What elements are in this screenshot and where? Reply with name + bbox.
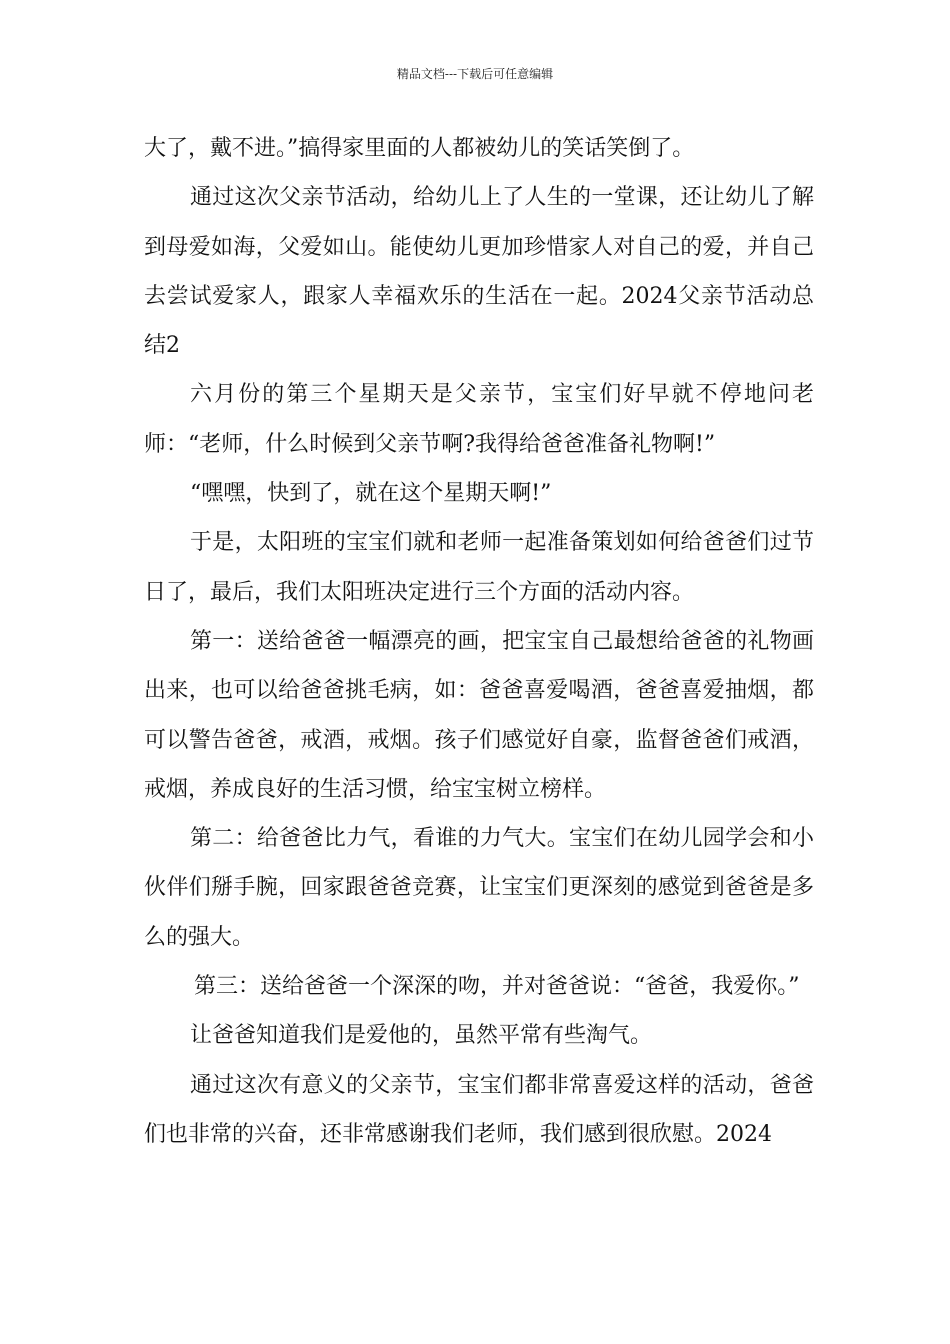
paragraph-teacher-reply: “嘿嘿，快到了，就在这个星期天啊!”: [190, 481, 552, 507]
paragraph-planning: 于是，太阳班的宝宝们就和老师一起准备策划如何给爸爸们过节日了，最后，我们太阳班决定进行三个方面的活动内容。: [144, 530, 814, 605]
page-header: 精品文档---下载后可任意编辑: [396, 67, 554, 81]
paragraph-intro: 六月份的第三个星期天是父亲节，宝宝们好早就不停地问老师：“老师，什么时候到父亲节啊?我得给爸爸准备礼物啊!”: [144, 382, 814, 457]
paragraph-summary: 通过这次父亲节活动，给幼儿上了人生的一堂课，还让幼儿了解到母爱如海，父爱如山。能使幼儿更加珍惜家人对自己的爱，并自己去尝试爱家人，跟家人幸福欢乐的生活在一起。2024父亲节活动总结2: [144, 185, 814, 359]
paragraph-activity-three: 第三：送给爸爸一个深深的吻，并对爸爸说：“爸爸，我爱你。”: [194, 974, 800, 1000]
paragraph-activity-one: 第一：送给爸爸一幅漂亮的画，把宝宝自己最想给爸爸的礼物画出来，也可以给爸爸挑毛病，如：爸爸喜爱喝酒，爸爸喜爱抽烟，都可以警告爸爸，戒酒，戒烟。孩子们感觉好自豪，监督爸爸们戒酒，戒烟，养成良好的生活习惯，给宝宝树立榜样。: [144, 628, 814, 802]
paragraph-love: 让爸爸知道我们是爱他的，虽然平常有些淘气。: [190, 1023, 653, 1049]
document-body: [144, 124, 814, 1159]
paragraph-continuation: 大了，戴不进。”搞得家里面的人都被幼儿的笑话笑倒了。: [144, 136, 695, 161]
paragraph-conclusion: 通过这次有意义的父亲节，宝宝们都非常喜爱这样的活动，爸爸们也非常的兴奋，还非常感谢我们老师，我们感到很欣慰。2024: [144, 1072, 814, 1147]
paragraph-activity-two: 第二：给爸爸比力气，看谁的力气大。宝宝们在幼儿园学会和小伙伴们掰手腕，回家跟爸爸竞赛，让宝宝们更深刻的感觉到爸爸是多么的强大。: [144, 826, 814, 950]
